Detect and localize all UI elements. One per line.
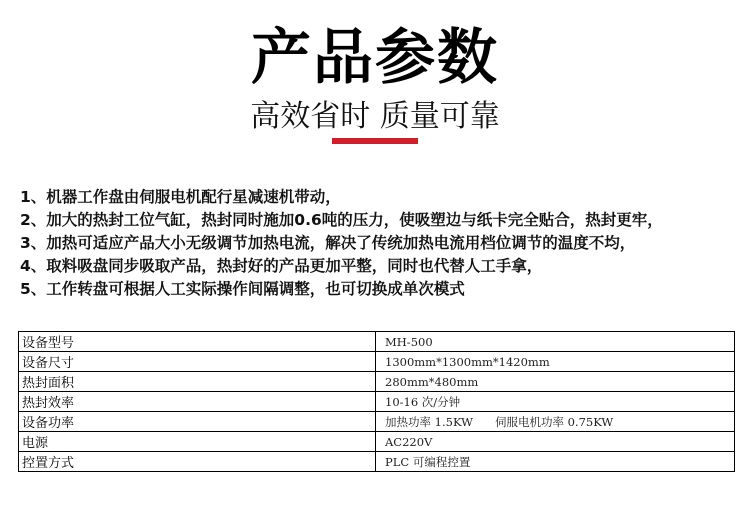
spec-label: 控置方式 — [19, 452, 376, 472]
feature-item: 1、机器工作盘由伺服电机配行星减速机带动， — [20, 188, 341, 206]
table-row — [19, 432, 735, 452]
table-row — [19, 372, 735, 392]
spec-label: 设备尺寸 — [19, 352, 376, 372]
table-row — [19, 392, 735, 412]
spec-label: 热封面积 — [19, 372, 376, 392]
page-subtitle: 高效省时 质量可靠 — [250, 99, 500, 134]
page-title: 产品参数 — [251, 23, 499, 93]
table-row — [19, 332, 735, 352]
feature-list — [20, 186, 745, 301]
spec-value: AC220V — [376, 432, 735, 452]
feature-item: 3、加热可适应产品大小无级调节加热电流，解决了传统加热电流用档位调节的温度不均， — [20, 234, 636, 252]
feature-item: 5、工作转盘可根据人工实际操作间隔调整，也可切换成单次模式 — [20, 280, 465, 298]
spec-label: 设备型号 — [19, 332, 376, 352]
feature-item: 4、取料吸盘同步吸取产品，热封好的产品更加平整，同时也代替人工手拿， — [20, 257, 543, 275]
accent-divider — [332, 138, 418, 144]
spec-table — [18, 331, 735, 472]
spec-label: 设备功率 — [19, 412, 376, 432]
spec-value-cell — [376, 412, 735, 432]
servo-power-value: 伺服电机功率 0.75KW — [494, 414, 614, 429]
feature-item: 2、加大的热封工位气缸，热封同时施加0.6吨的压力，使吸塑边与纸卡完全贴合，热封更牢， — [20, 211, 663, 229]
table-row — [19, 352, 735, 372]
spec-value: 1300mm*1300mm*1420mm — [376, 352, 735, 372]
spec-label: 热封效率 — [19, 392, 376, 412]
table-row — [19, 452, 735, 472]
spec-value: PLC 可编程控置 — [376, 452, 735, 472]
spec-value: 10-16 次/分钟 — [376, 392, 735, 412]
spec-value: 280mm*480mm — [376, 372, 735, 392]
spec-label: 电源 — [19, 432, 376, 452]
heating-power-value: 加热功率 1.5KW — [385, 414, 473, 429]
spec-value: MH-500 — [376, 332, 735, 352]
table-row — [19, 412, 735, 432]
